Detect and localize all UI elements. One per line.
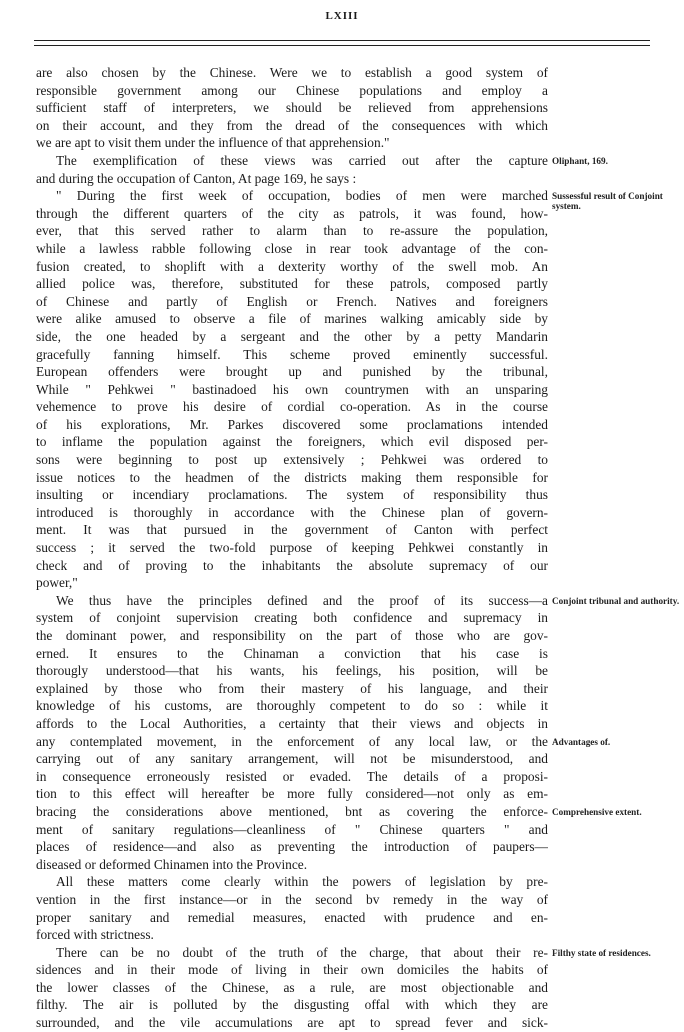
- body-line: power,": [36, 575, 78, 591]
- body-line: places of residence—and also as preventing the introduction of paupers—: [36, 839, 548, 855]
- body-line: gracefully fanning himself. This scheme proved eminently successful.: [36, 346, 548, 362]
- header-rule-secondary: [34, 45, 650, 46]
- body-line: of his explorations, Mr. Parkes discovered some proclamations intended: [36, 416, 548, 432]
- body-line: the dominant power, and responsibility on the part of those who are gov-: [36, 628, 548, 643]
- body-line: surrounded, and the vile accumulations are apt to spread fever and sick-: [36, 1015, 548, 1031]
- body-line: are also chosen by the Chinese. Were we to establish a good system of: [36, 65, 548, 80]
- margin-note: Conjoint tribunal and authority.: [552, 596, 680, 606]
- body-line: bracing the considerations above mentioned, bnt as covering the enforce-: [36, 803, 548, 819]
- body-text-column: [36, 64, 548, 1032]
- body-line: forced with strictness.: [36, 927, 154, 943]
- body-line: European offenders were brought up and punished by the tribunal,: [36, 364, 548, 380]
- body-line: the lower classes of the Chinese, as a rule, are most objectionable and: [36, 979, 548, 995]
- body-line: proper sanitary and remedial measures, enacted with prudence and en-: [36, 909, 548, 925]
- body-line: explained by those who from their mastery of his language, and their: [36, 680, 548, 696]
- body-line: success ; it served the two-fold purpose of keeping Pehkwei constantly in: [36, 540, 548, 556]
- body-line: knowledge of his customs, are thoroughly competent to do so : while it: [36, 698, 548, 714]
- body-line: carrying out of any sanitary arrangement, will not be misunderstood, and: [36, 751, 548, 767]
- body-line: any contemplated movement, in the enforcement of any local law, or the: [36, 733, 548, 749]
- body-line: tion to this effect will hereafter be more fully considered—not only as em-: [36, 786, 548, 802]
- body-line: The exemplification of these views was carried out after the capture: [56, 152, 548, 168]
- body-line: responsible government among our Chinese populations and employ a: [36, 82, 548, 98]
- body-line: sons were beginning to post up extensively ; Pehkwei was ordered to: [36, 452, 548, 468]
- body-line: ment of sanitary regulations—cleanliness of " Chinese quarters " and: [36, 821, 548, 837]
- body-line: check and of proving to the inhabitants the absolute supremacy of our: [36, 557, 548, 573]
- body-line: in consequence erroneously resisted or evaded. The details of a proposi-: [36, 768, 548, 784]
- body-line: fusion created, to shoplift with a dexterity worthy of the swell mob. An: [36, 258, 548, 274]
- body-line: insulting or incendiary proclamations. The system of responsibility thus: [36, 487, 548, 503]
- body-line: issue notices to the headmen of the districts making them responsible for: [36, 469, 548, 485]
- body-line: While " Pehkwei " bastinadoed his own countrymen with an unsparing: [36, 381, 548, 397]
- body-line: while a lawless rabble following close in rear took advantage of the con-: [36, 240, 548, 256]
- body-line: side, the one headed by a sergeant and the other by a petty Mandarin: [36, 328, 548, 344]
- body-line: sufficient staff of interpreters, we should be relieved from apprehensions: [36, 100, 548, 116]
- body-line: filthy. The air is polluted by the disgusting offal with which they are: [36, 997, 548, 1013]
- body-line: sidences and in their mode of living in their own domiciles the habits of: [36, 962, 548, 978]
- body-line: on their account, and they from the dread of the consequences with which: [36, 117, 548, 133]
- body-line: were alike amused to observe a file of marines walking amicably side by: [36, 311, 548, 327]
- body-line: system of conjoint supervision creating both confidence and supremacy in: [36, 610, 548, 626]
- margin-note: Comprehensive extent.: [552, 807, 642, 818]
- body-line: introduced is thoroughly in accordance with the Chinese plan of govern-: [36, 504, 548, 520]
- body-line: ment. It was that pursued in the government of Canton with perfect: [36, 522, 548, 538]
- body-line: we are apt to visit them under the influence of that apprehension.": [36, 135, 390, 151]
- body-line: There can be no doubt of the truth of the charge, that about their re-: [56, 944, 548, 960]
- page-number-header: LXIII: [325, 10, 359, 22]
- body-line: vention in the first instance—or in the second bv remedy in the way of: [36, 891, 548, 907]
- margin-note: Filthy state of residences.: [552, 948, 651, 958]
- margin-note: Sussessful result of Conjoint system.: [552, 191, 663, 212]
- body-line: All these matters come clearly within the powers of legislation by pre-: [56, 874, 548, 890]
- margin-note: Advantages of.: [552, 736, 611, 747]
- body-line: erned. It ensures to the Chinaman a conviction that his case is: [36, 645, 548, 661]
- body-line: affords to the Local Authorities, a certainty that their views and objects in: [36, 715, 548, 731]
- body-line: and during the occupation of Canton, At page 169, he says :: [36, 170, 357, 186]
- body-line: thorougly understood—that his wants, his feelings, his position, will be: [36, 663, 548, 679]
- body-line: through the different quarters of the city as patrols, it was found, how-: [36, 205, 548, 221]
- body-line: diseased or deformed Chinamen into the Province.: [36, 856, 308, 872]
- body-line: " During the first week of occupation, bodies of men were marched: [56, 188, 548, 204]
- body-line: We thus have the principles defined and the proof of its success—a: [56, 592, 548, 608]
- body-line: to inflame the population against the foreigners, which evil disposed per-: [36, 434, 548, 450]
- body-line: of Chinese and partly of English or French. Natives and foreigners: [36, 293, 548, 309]
- body-line: ever, that this served rather to alarm than to re-assure the population,: [36, 223, 548, 239]
- header-rule: [34, 40, 650, 41]
- body-line: allied police was, therefore, substituted for these patrols, composed partly: [36, 276, 548, 292]
- margin-note: Oliphant, 169.: [552, 156, 608, 166]
- body-line: vehemence to prove his desire of cordial co-operation. As in the course: [36, 399, 548, 415]
